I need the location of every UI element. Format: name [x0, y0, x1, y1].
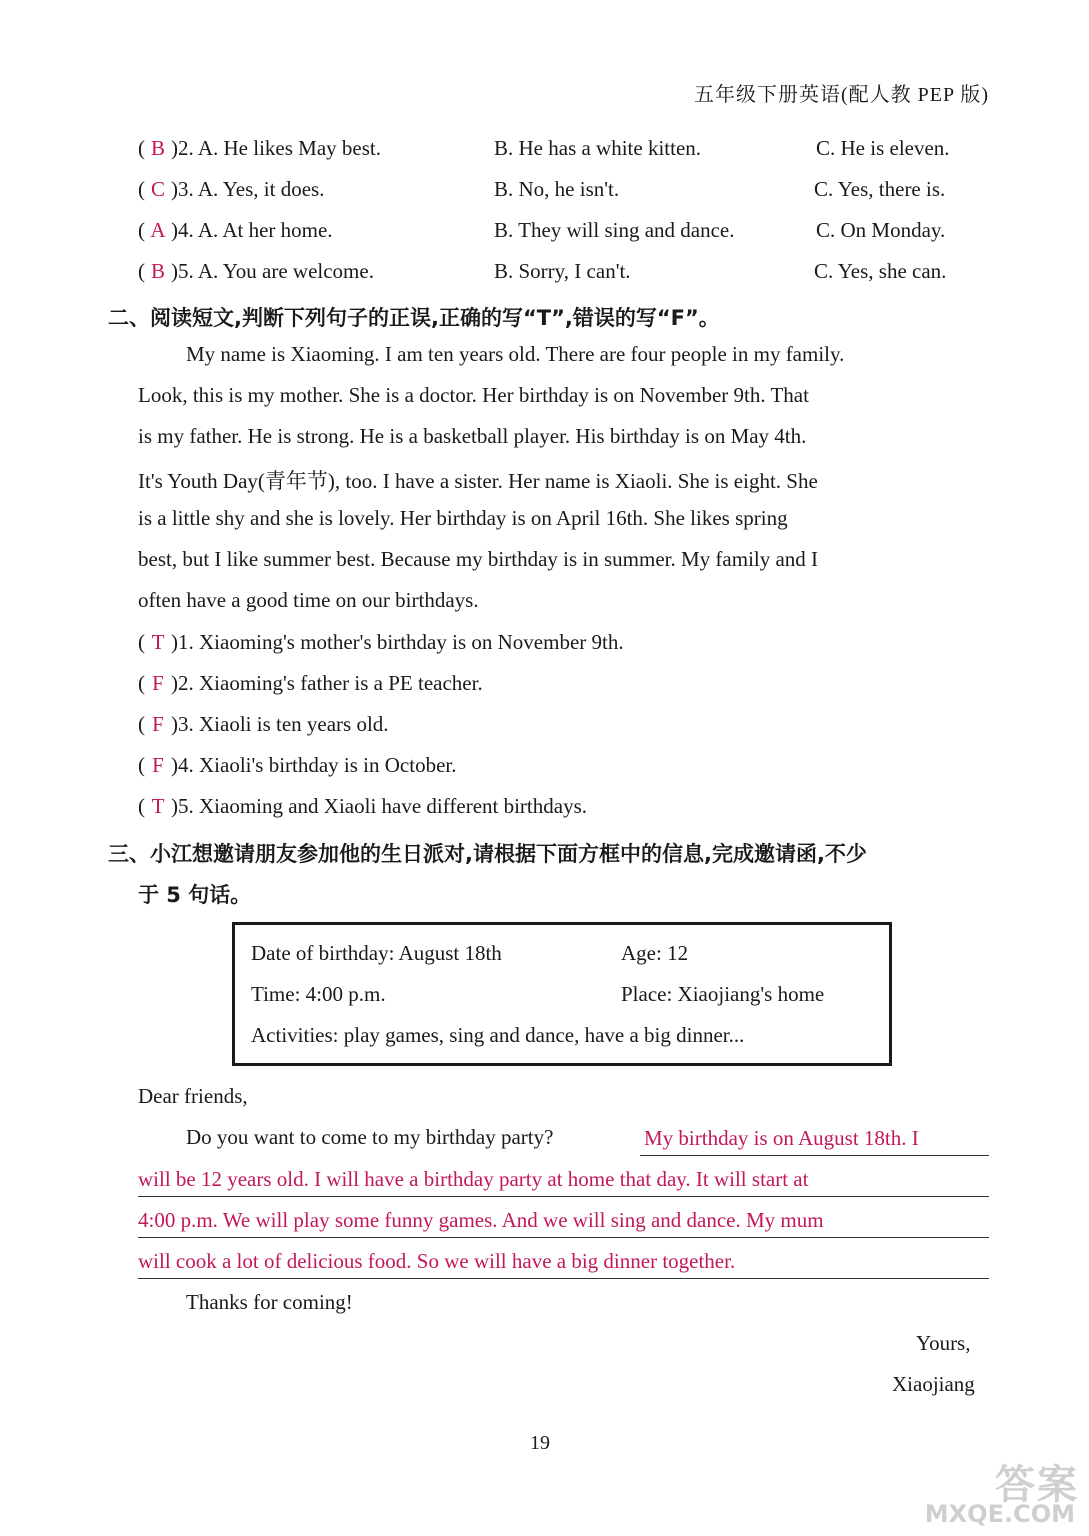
info-box	[232, 922, 892, 1066]
answer-mark: A	[150, 218, 166, 242]
option-c: C. Yes, there is.	[814, 177, 946, 201]
letter-thanks: Thanks for coming!	[186, 1290, 353, 1314]
answer-mark: F	[152, 671, 164, 695]
section2-title: 二、阅读短文,判断下列句子的正误,正确的写“T”,错误的写“F”。	[108, 306, 720, 330]
answer-mark: B	[150, 259, 165, 283]
tf-question: ( T )1. Xiaoming's mother's birthday is on November 9th.	[138, 630, 624, 654]
letter-signature: Xiaojiang	[892, 1372, 975, 1396]
page-header: 五年级下册英语(配人教 PEP 版)	[693, 84, 989, 106]
passage-line: Look, this is my mother. She is a doctor. Her birthday is on November 9th. That	[138, 383, 809, 407]
watermark-logo	[899, 1453, 1079, 1528]
option-c: C. On Monday.	[816, 218, 946, 242]
answer-line	[138, 1155, 989, 1197]
tf-question: ( T )5. Xiaoming and Xiaoli have different birthdays.	[138, 794, 588, 818]
answer-mark: T	[151, 630, 165, 654]
answer-text: will be 12 years old. I will have a birthday party at home that day. It will start at	[138, 1167, 809, 1191]
letter-prompt: Do you want to come to my birthday party?	[186, 1125, 554, 1149]
answer-line	[640, 1114, 989, 1156]
passage-line: My name is Xiaoming. I am ten years old. There are four people in my family.	[186, 342, 845, 366]
answer-mark: C	[150, 177, 165, 201]
answer-mark: B	[150, 136, 165, 160]
answer-text: 4:00 p.m. We will play some funny games. And we will sing and dance. My mum	[138, 1208, 824, 1232]
passage-line: often have a good time on our birthdays.	[138, 588, 479, 612]
answer-mark: F	[152, 753, 164, 777]
option-c: C. He is eleven.	[816, 136, 950, 160]
letter-greeting: Dear friends,	[138, 1084, 248, 1108]
section3-title: 三、小江想邀请朋友参加他的生日派对,请根据下面方框中的信息,完成邀请函,不少	[108, 842, 867, 866]
passage-line: It's Youth Day(青年节), too. I have a sister. Her name is Xiaoli. She is eight. She	[138, 469, 818, 493]
answer-text: My birthday is on August 18th. I	[644, 1126, 919, 1150]
answer-text: will cook a lot of delicious food. So we will have a big dinner together.	[138, 1249, 736, 1273]
option-a: )2. A. He likes May best.	[171, 136, 381, 160]
option-b: B. Sorry, I can't.	[494, 259, 631, 283]
page-number: 19	[530, 1432, 550, 1454]
option-b: B. No, he isn't.	[494, 177, 620, 201]
tf-question: ( F )3. Xiaoli is ten years old.	[138, 712, 389, 736]
option-a: )4. A. At her home.	[171, 218, 333, 242]
option-a: )5. A. You are welcome.	[171, 259, 374, 283]
info-place: Place: Xiaojiang's home	[621, 982, 825, 1006]
option-b: B. He has a white kitten.	[494, 136, 702, 160]
passage-line: is a little shy and she is lovely. Her birthday is on April 16th. She likes spring	[138, 506, 788, 530]
watermark-bottom: MXQE.COM	[924, 1500, 1075, 1528]
option-b: B. They will sing and dance.	[494, 218, 735, 242]
passage-line: best, but I like summer best. Because my birthday is in summer. My family and I	[138, 547, 819, 571]
workbook-page: 五年级下册英语(配人教 PEP 版) ( B )2. A. He likes May best. B. He has a white kitten. C. He is eleven. ( C )3. A. Yes, it does. B. No, he isn't. C. Yes, there is. ( A )4. A. At her home. B. They will sing and dance. C. On Monday. ( B )5. A. You are welcome. B. Sorry, I can't. C. Yes, she can. 二、阅读短文,判断下列句子的正误,正确的写“T”,错误的写“F”。 My name is Xiaoming. I am ten years old. There are four people in my family. Look, this is my mother. She is a doctor. Her birthday is on November 9th. That is my father. He is strong. He is a basketball player. His birthday is on May 4th. It's Youth Day(青年节), too. I have a sister. Her name is Xiaoli. She is eight. She is a little shy and she is lovely. Her birthday is on April 16th. She likes spring best, but I like summer best. Because my birthday is in summer. My family and I often have a good time on our birthdays. ( T )1. Xiaoming's mother's birthday is on November 9th. ( F )2. Xiaoming's father is a PE teacher. ( F )3. Xiaoli is ten years old. ( F )4. Xiaoli's birthday is in October. ( T )5. Xiaoming and Xiaoli have different birthdays. 三、小江想邀请朋友参加他的生日派对,请根据下面方框中的信息,完成邀请函,不少 于 5 句话。 Date of birthday: August 18th Age: 12 Time: 4:00 p.m. Place: Xiaojiang's home Activities: play games, sing and dance, have a big dinner... Dear friends, Do you want to come to my birthday party? My birthday is on August 18th. I will be 12 years old. I will have a birthday party at home that day. It will start at 4:00 p.m. We will play some funny games. And we will sing and dance. My mum will cook a lot of delicious food. So we will have a big dinner together. Thanks for coming! Yours, Xiaojiang 19 答案 MXQE.COM	[0, 0, 1089, 1536]
watermark-top: 答案	[995, 1462, 1079, 1508]
info-age: Age: 12	[621, 941, 689, 965]
answer-line	[138, 1237, 989, 1279]
tf-question: ( F )2. Xiaoming's father is a PE teacher.	[138, 671, 483, 695]
letter-closing: Yours,	[916, 1331, 971, 1355]
answer-line	[138, 1196, 989, 1238]
answer-mark: T	[151, 794, 165, 818]
tf-question: ( F )4. Xiaoli's birthday is in October.	[138, 753, 457, 777]
option-c: C. Yes, she can.	[814, 259, 947, 283]
section3-title-cont: 于 5 句话。	[138, 883, 252, 907]
info-date: Date of birthday: August 18th	[251, 941, 502, 965]
info-time: Time: 4:00 p.m.	[251, 982, 386, 1006]
info-activities: Activities: play games, sing and dance, have a big dinner...	[251, 1023, 745, 1047]
answer-mark: F	[152, 712, 164, 736]
passage-line: is my father. He is strong. He is a basketball player. His birthday is on May 4th.	[138, 424, 807, 448]
option-a: )3. A. Yes, it does.	[171, 177, 325, 201]
